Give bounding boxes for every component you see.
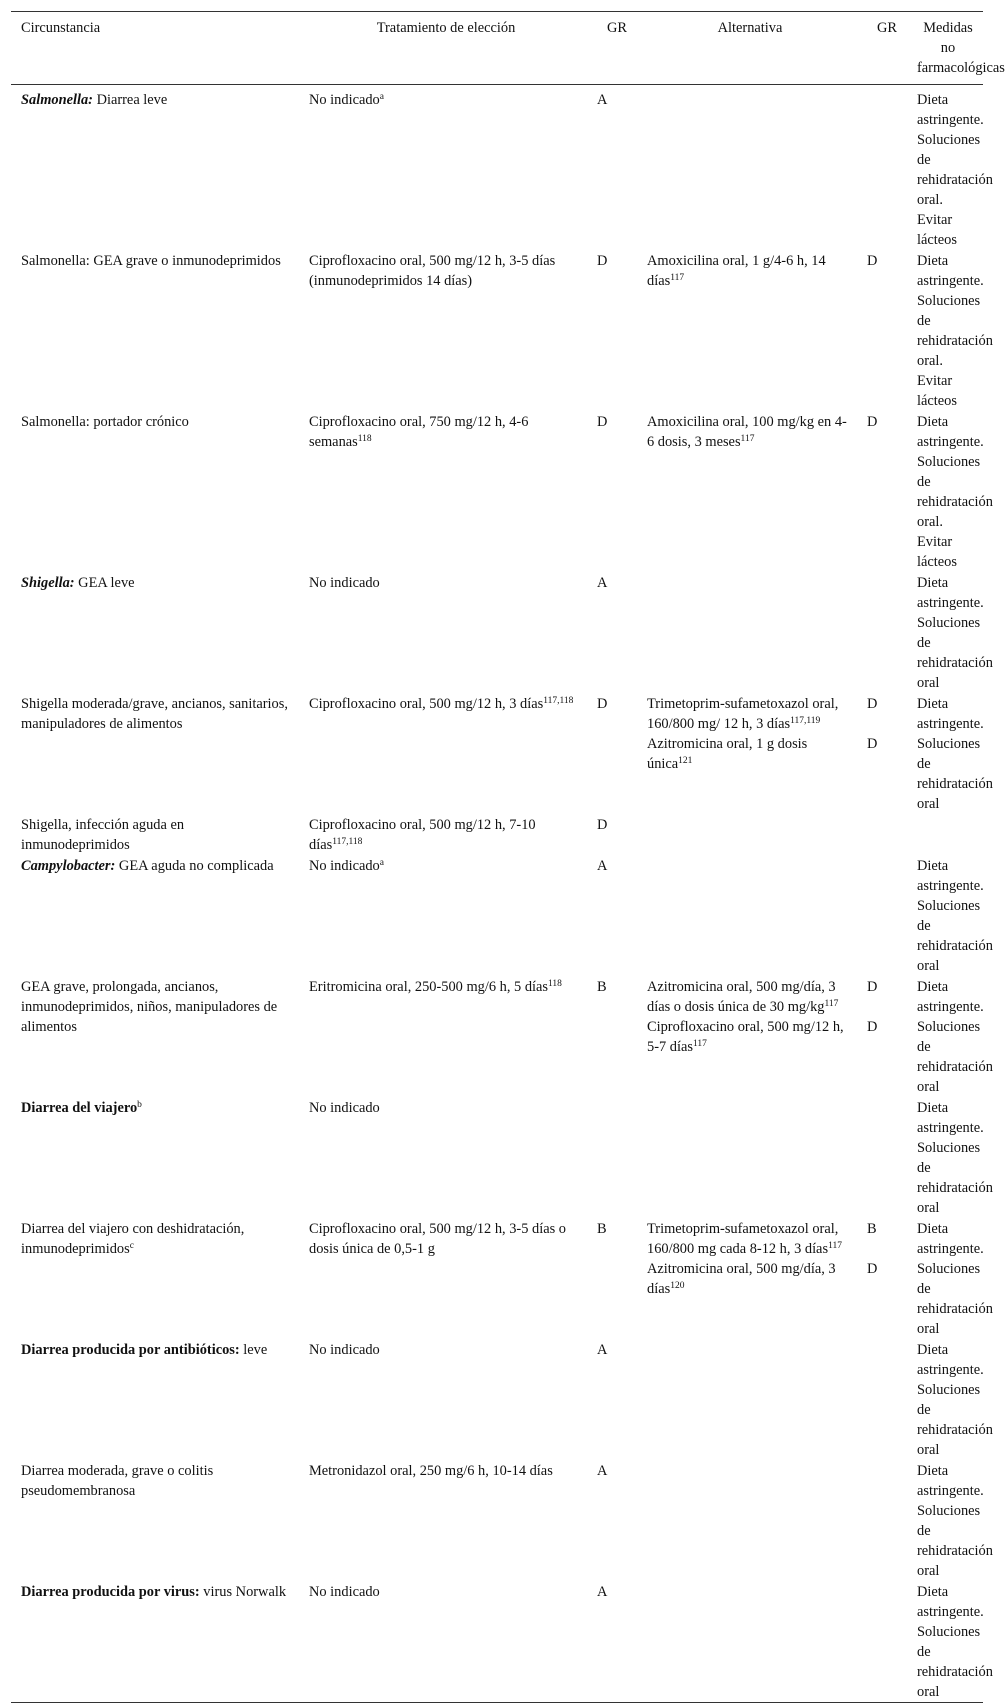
cell-medidas [907, 693, 993, 814]
cell-alternativa [637, 693, 857, 814]
circunstancia-text: Salmonella: GEA grave o inmunodeprimidos [21, 253, 281, 269]
cell-tratamiento [299, 85, 587, 251]
cell-gr [587, 1339, 637, 1460]
alternativa-ref-2: 121 [678, 756, 693, 766]
table-row [11, 1460, 983, 1581]
header-gr-alternativa: GR [857, 12, 907, 85]
alternativa-option [647, 251, 853, 291]
alternativa-grade: B [867, 1221, 877, 1237]
circunstancia-heading: Salmonella: [21, 92, 93, 108]
cell-gr [587, 1581, 637, 1703]
table-row [11, 1097, 983, 1218]
table-row [11, 1581, 983, 1703]
tratamiento-text: No indicado [309, 92, 380, 108]
grade-of-recommendation: D [597, 696, 608, 712]
tratamiento-text: No indicado [309, 1584, 380, 1600]
alternativa-grade-2: D [867, 1019, 878, 1035]
cell-circunstancia [11, 1339, 299, 1460]
cell-alternativa [637, 976, 857, 1097]
tratamiento-text: No indicado [309, 575, 380, 591]
cell-circunstancia [11, 976, 299, 1097]
tratamiento-text: Ciprofloxacino oral, 500 mg/12 h, 3 días [309, 696, 544, 712]
cell-gr [587, 1460, 637, 1581]
grade-of-recommendation: D [597, 253, 608, 269]
alternativa-ref: 117,119 [790, 716, 821, 726]
tratamiento-ref: a [379, 858, 384, 868]
table-row [11, 855, 983, 976]
header-gr: GR [587, 12, 637, 85]
cell-tratamiento [299, 1097, 587, 1218]
cell-gr-alternativa [857, 814, 907, 855]
grade-of-recommendation: B [597, 979, 607, 995]
tratamiento-text: No indicado [309, 1342, 380, 1358]
alternativa-grade: D [867, 253, 878, 269]
cell-alternativa [637, 250, 857, 411]
cell-circunstancia [11, 572, 299, 693]
cell-gr-alternativa [857, 693, 907, 814]
cell-medidas [907, 1339, 993, 1460]
alternativa-grade: D [867, 979, 878, 995]
alternativa-grade-2: D [867, 736, 878, 752]
circunstancia-heading: Shigella: [21, 575, 75, 591]
tratamiento-text: Ciprofloxacino oral, 500 mg/12 h, 3-5 días (inmunodeprimidos 14 días) [309, 253, 556, 289]
cell-tratamiento [299, 1339, 587, 1460]
alternativa-text: Amoxicilina oral, 100 mg/kg en 4-6 dosis, 3 meses [647, 414, 847, 450]
table-row [11, 1339, 983, 1460]
cell-circunstancia [11, 855, 299, 976]
cell-medidas [907, 1218, 993, 1339]
header-alternativa: Alternativa [637, 12, 857, 85]
grade-of-recommendation: D [597, 817, 608, 833]
table-row [11, 1218, 983, 1339]
cell-circunstancia [11, 814, 299, 855]
cell-gr [587, 1097, 637, 1218]
cell-medidas [907, 1460, 993, 1581]
cell-circunstancia [11, 693, 299, 814]
cell-circunstancia [11, 1097, 299, 1218]
grade-of-recommendation: A [597, 92, 608, 108]
medidas-text: Dieta astringente. Soluciones de rehidratación oral. Evitar lácteos [917, 92, 993, 248]
cell-alternativa [637, 1581, 857, 1703]
grade-of-recommendation: B [597, 1221, 607, 1237]
cell-circunstancia [11, 1218, 299, 1339]
alternativa-ref-2: 120 [670, 1281, 685, 1291]
cell-circunstancia [11, 411, 299, 572]
cell-alternativa [637, 1339, 857, 1460]
cell-gr [587, 411, 637, 572]
tratamiento-ref: a [379, 92, 384, 102]
medidas-text: Dieta astringente. Soluciones de rehidratación oral [917, 1100, 993, 1216]
cell-gr [587, 814, 637, 855]
circunstancia-text: Salmonella: portador crónico [21, 414, 189, 430]
cell-circunstancia [11, 85, 299, 251]
grade-of-recommendation: A [597, 1584, 608, 1600]
cell-medidas [907, 572, 993, 693]
cell-alternativa [637, 411, 857, 572]
circunstancia-text: Shigella moderada/grave, ancianos, sanitarios, manipuladores de alimentos [21, 696, 288, 732]
circunstancia-heading: Diarrea producida por antibióticos: [21, 1342, 240, 1358]
cell-alternativa [637, 1097, 857, 1218]
table-row [11, 250, 983, 411]
table-row [11, 693, 983, 814]
circunstancia-heading: Diarrea producida por virus: [21, 1584, 200, 1600]
circunstancia-footnote: c [129, 1241, 134, 1251]
alternativa-text-2: Ciprofloxacino oral, 500 mg/12 h, 5-7 días [647, 1019, 844, 1055]
cell-tratamiento [299, 855, 587, 976]
tratamiento-text: Ciprofloxacino oral, 750 mg/12 h, 4-6 semanas [309, 414, 529, 450]
alternativa-grade: D [867, 696, 878, 712]
alternativa-option [647, 1219, 853, 1259]
alternativa-text: Trimetoprim-sufametoxazol oral, 160/800 mg/ 12 h, 3 días [647, 696, 839, 732]
medidas-text: Dieta astringente. Soluciones de rehidratación oral [917, 1221, 993, 1337]
tratamiento-text: Metronidazol oral, 250 mg/6 h, 10-14 días [309, 1463, 553, 1479]
cell-tratamiento [299, 1218, 587, 1339]
cell-gr-alternativa [857, 411, 907, 572]
alternativa-ref: 117 [824, 999, 839, 1009]
medidas-text: Dieta astringente. Soluciones de rehidratación oral [917, 858, 993, 974]
alternativa-option [647, 694, 853, 734]
medidas-text: Dieta astringente. Soluciones de rehidratación oral [917, 1584, 993, 1700]
table-header-row [11, 12, 983, 85]
cell-alternativa [637, 855, 857, 976]
circunstancia-text: leve [239, 1342, 268, 1358]
tratamiento-text: Ciprofloxacino oral, 500 mg/12 h, 7-10 días [309, 817, 536, 853]
cell-tratamiento [299, 1460, 587, 1581]
alternativa-text: Azitromicina oral, 500 mg/día, 3 días o dosis única de 30 mg/kg [647, 979, 836, 1015]
table-row [11, 85, 983, 251]
cell-gr [587, 572, 637, 693]
cell-gr-alternativa [857, 85, 907, 251]
cell-gr [587, 85, 637, 251]
cell-medidas [907, 85, 993, 251]
header-tratamiento: Tratamiento de elección [299, 12, 587, 85]
alternativa-ref: 117 [670, 273, 685, 283]
alternativa-ref: 117 [828, 1241, 842, 1251]
cell-gr [587, 693, 637, 814]
cell-tratamiento [299, 572, 587, 693]
alternativa-grade: D [867, 414, 878, 430]
cell-tratamiento [299, 693, 587, 814]
cell-gr-alternativa [857, 1581, 907, 1703]
medidas-text: Dieta astringente. Soluciones de rehidratación oral [917, 696, 993, 812]
alternativa-grade-2: D [867, 1261, 878, 1277]
circunstancia-text: Diarrea del viajero con deshidratación, inmunodeprimidos [21, 1221, 245, 1257]
cell-gr [587, 1218, 637, 1339]
cell-medidas [907, 1097, 993, 1218]
cell-alternativa [637, 572, 857, 693]
cell-medidas [907, 1581, 993, 1703]
cell-medidas [907, 855, 993, 976]
cell-gr-alternativa [857, 1097, 907, 1218]
circunstancia-text: virus Norwalk [199, 1584, 287, 1600]
circunstancia-heading: Campylobacter: [21, 858, 116, 874]
circunstancia-text: Diarrea leve [92, 92, 168, 108]
circunstancia-text: Shigella, infección aguda en inmunodeprimidos [21, 817, 185, 853]
cell-medidas [907, 814, 983, 855]
alternativa-option [647, 977, 853, 1017]
cell-gr [587, 250, 637, 411]
cell-tratamiento [299, 814, 587, 855]
alternativa-text-2: Azitromicina oral, 500 mg/día, 3 días [647, 1261, 836, 1297]
alternativa-option-2 [647, 734, 853, 774]
alternativa-option-2 [647, 1259, 853, 1299]
cell-tratamiento [299, 976, 587, 1097]
alternativa-ref-2: 117 [692, 1039, 707, 1049]
table-row [11, 572, 983, 693]
cell-gr-alternativa [857, 855, 907, 976]
table-body [11, 85, 993, 1703]
alternativa-text-2: Azitromicina oral, 1 g dosis única [647, 736, 808, 772]
alternativa-option-2 [647, 1017, 853, 1057]
tratamiento-text: Ciprofloxacino oral, 500 mg/12 h, 3-5 días o dosis única de 0,5-1 g [309, 1221, 566, 1257]
table-row [11, 976, 983, 1097]
spacer [867, 714, 903, 734]
circunstancia-text: GEA grave, prolongada, ancianos, inmunodeprimidos, niños, manipuladores de alimentos [21, 979, 278, 1035]
alternativa-ref: 117 [740, 434, 755, 444]
cell-tratamiento [299, 1581, 587, 1703]
tratamiento-text: No indicado [309, 858, 380, 874]
spacer [867, 997, 903, 1017]
cell-gr-alternativa [857, 1218, 907, 1339]
medidas-text: Dieta astringente. Soluciones de rehidratación oral [917, 1463, 993, 1579]
cell-gr [587, 976, 637, 1097]
grade-of-recommendation: A [597, 1342, 608, 1358]
circunstancia-footnote: b [137, 1100, 142, 1110]
cell-circunstancia [11, 1460, 299, 1581]
cell-alternativa [637, 1218, 857, 1339]
grade-of-recommendation: D [597, 414, 608, 430]
treatment-table [11, 11, 1005, 1703]
header-medidas: Medidas no farmacológicas [907, 12, 983, 85]
cell-tratamiento [299, 411, 587, 572]
medidas-text: Dieta astringente. Soluciones de rehidratación oral. Evitar lácteos [917, 414, 993, 570]
cell-gr-alternativa [857, 976, 907, 1097]
medidas-text: Dieta astringente. Soluciones de rehidratación oral [917, 575, 993, 691]
cell-medidas [907, 976, 993, 1097]
cell-alternativa [637, 85, 857, 251]
cell-circunstancia [11, 250, 299, 411]
grade-of-recommendation: A [597, 575, 608, 591]
tratamiento-ref: 117,118 [543, 696, 574, 706]
tratamiento-text: Eritromicina oral, 250-500 mg/6 h, 5 días [309, 979, 548, 995]
cell-gr-alternativa [857, 1460, 907, 1581]
cell-circunstancia [11, 1581, 299, 1703]
tratamiento-ref: 117,118 [332, 837, 363, 847]
cell-medidas [907, 250, 993, 411]
medidas-text: Dieta astringente. Soluciones de rehidratación oral. Evitar lácteos [917, 253, 993, 409]
cell-gr-alternativa [857, 1339, 907, 1460]
cell-alternativa [637, 814, 857, 855]
medidas-text: Dieta astringente. Soluciones de rehidratación oral [917, 979, 993, 1095]
cell-tratamiento [299, 250, 587, 411]
tratamiento-ref: 118 [548, 979, 562, 989]
cell-gr [587, 855, 637, 976]
alternativa-option [647, 412, 853, 452]
alternativa-text: Trimetoprim-sufametoxazol oral, 160/800 mg cada 8-12 h, 3 días [647, 1221, 839, 1257]
circunstancia-heading: Diarrea del viajero [21, 1100, 138, 1116]
header-circunstancia: Circunstancia [11, 12, 299, 85]
cell-alternativa [637, 1460, 857, 1581]
cell-gr-alternativa [857, 572, 907, 693]
tratamiento-text: No indicado [309, 1100, 380, 1116]
cell-medidas [907, 411, 993, 572]
table-row [11, 411, 983, 572]
spacer [867, 1239, 903, 1259]
circunstancia-text: GEA aguda no complicada [115, 858, 274, 874]
medidas-text: Dieta astringente. Soluciones de rehidratación oral [917, 1342, 993, 1458]
circunstancia-text: GEA leve [74, 575, 135, 591]
alternativa-text: Amoxicilina oral, 1 g/4-6 h, 14 días [647, 253, 826, 289]
grade-of-recommendation: A [597, 1463, 608, 1479]
table-row [11, 814, 983, 855]
grade-of-recommendation: A [597, 858, 608, 874]
circunstancia-text: Diarrea moderada, grave o colitis pseudomembranosa [21, 1463, 214, 1499]
cell-gr-alternativa [857, 250, 907, 411]
tratamiento-ref: 118 [357, 434, 372, 444]
